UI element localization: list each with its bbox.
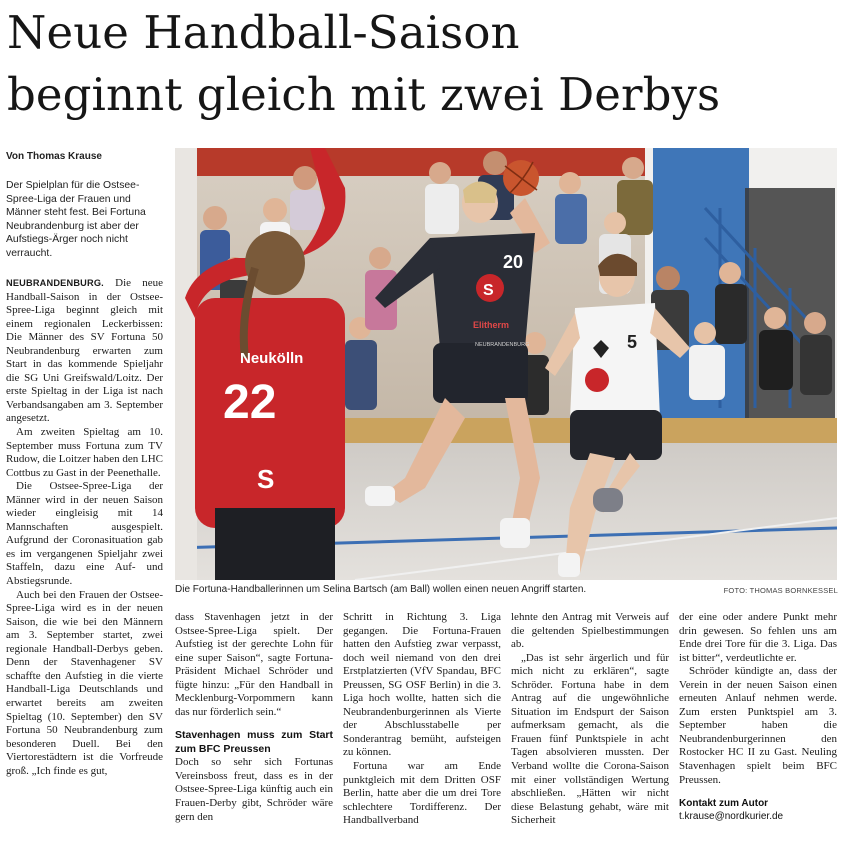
headline [7,2,837,126]
author-contact [679,797,837,823]
headline-line-2: beginnt gleich mit zwei Derbys [7,68,721,121]
photo-caption: Die Fortuna-Handballerinnen um Selina Bartsch (am Ball) wollen einen neuen Angriff starten. [175,584,587,595]
paragraph: lehnte den Antrag mit Verweis auf die geltenden Spielbestimmungen ab. [511,611,669,651]
article-column-4 [511,611,669,853]
article-column-2 [175,611,333,853]
jersey-number-left: 22 [223,376,277,429]
paragraph: Doch so sehr sich Fortunas Vereinsboss freut, dass es in der Ostsee-Spree-Liga künftig auch ein Frauen-Derby gibt, Schröder wäre gern den [175,756,333,823]
dateline: NEUBRANDENBURG. [6,278,104,288]
subheading: Stavenhagen muss zum Start zum BFC Preussen [175,729,333,756]
contact-label: Kontakt zum Autor [679,798,769,810]
jersey-sponsor-left: Neukölln [240,350,304,367]
jersey-number-ball: 20 [503,252,524,272]
jersey-number-right: 5 [627,332,638,352]
paragraph: Am zweiten Spieltag am 10. September muss Fortuna zum TV Rudow, die Loitzer haben den LHC Cottbus zu Gast in der Peenethalle. [6,426,163,479]
handball-photo [175,148,837,580]
paragraph: NEUBRANDENBURG. Die neue Handball-Saison in der Ostsee-Spree-Liga beginnt gleich mit einem regionalen Leckerbissen: Die Männer des SV Fortuna 50 Neubrandenburg erwarten zum Start in das kommende Spieljahr die SG Uni Greifswald/Loitz. Der erste Spieltag in der Liga ist nach Verbandsangaben am 3. September angesetzt. [6,277,163,425]
contact-email[interactable]: t.krause@nordkurier.de [679,811,784,823]
paragraph: Auch bei den Frauen der Ostsee-Spree-Liga wird es in der neuen Saison, die wie bei den Männern am 3. September startet, zwei regionale Handball-Derbys geben. Denn der Stavenhagener SV schaffte den Aufstieg in die vierte Handball-Liga Deutschlands und erwartet bereits am zweiten Spieltag (10. September) den SV Fortuna 50 Neubrandenburg zum besonderen Duell. Bei den Viertorestädtern ist die Vorfreude groß. „Ich finde es gut, [6,588,163,777]
byline: Von Thomas Krause [6,151,102,162]
jersey-team-text: NEUBRANDENBURG [475,342,530,348]
paragraph: Fortuna war am Ende punktgleich mit dem Dritten OSF Berlin, hatte aber die um drei Tore schlechtere Tordifferenz. Der Handballverband [343,760,501,827]
article-photo [175,148,837,580]
paragraph: „Das ist sehr ärgerlich und für mich nicht zu erklären“, sagte Schröder. Fortuna habe in dem Antrag auf die ungewöhnliche Situation im Endspurt der Saison aufmerksam gemacht, als die Frauen fünf Punktspiele in acht Tagen absolvieren mussten. Der Verband wollte die Corona-Saison mit einer vollständigen Wertung abschließen. „Hätten wir nicht diese Belastung gehabt, wäre mit Sicherheit [511,651,669,827]
svg-text:S: S [483,282,494,299]
svg-text:S: S [257,464,275,494]
photo-credit: FOTO: THOMAS BORNKESSEL [723,586,838,595]
article-column-3 [343,611,501,853]
teaser: Der Spielplan für die Ostsee-Spree-Liga der Frauen und Männer steht fest. Bei Fortuna Neubrandenburg ist aber der Aufstiegs-Ärger noch nicht verraucht. [6,180,146,259]
jersey-sponsor-mid: Elitherm [473,320,510,330]
paragraph: dass Stavenhagen jetzt in der Ostsee-Spree-Liga spielt. Der Aufstieg ist der gerechte Lohn für eine super Saison“, sagte Fortuna-Präsident Michael Schröder und fügte hinzu: „Für den Handball in Mecklenburg-Vorpommern kann das nur förderlich sein.“ [175,611,333,718]
paragraph: Schritt in Richtung 3. Liga gegangen. Die Fortuna-Frauen hatten den Aufstieg zwar verpasst, doch weil niemand von den drei Erstplatzierten (VfV Spandau, BFC Preussen, SG OSF Berlin) in die 3. Liga hoch wollte, hatten sich die Neubrandenburgerinnen als Vierte der Abschlusstabelle per Sonderantrag bemüht, aufsteigen zu können. [343,611,501,759]
paragraph: Schröder kündigte an, dass der Verein in der neuen Saison einen erneuten Anlauf nehmen werde. Zum ersten Punktspiel am 3. September haben die Neubrandenburgerinnen den Rostocker HC II zu Gast. Neuling Stavenhagen spielt beim BFC Preussen. [679,665,837,786]
article-column-1 [6,277,163,853]
headline-line-1: Neue Handball-Saison [7,6,520,59]
paragraph: der eine oder andere Punkt mehr drin gewesen. So fehlen uns am Ende drei Tore für die 3. Liga. Das ist bitter“, verdeutlichte er. [679,611,837,664]
article-column-5 [679,611,837,853]
paragraph: Die Ostsee-Spree-Liga der Männer wird in der neuen Saison wieder eingleisig mit 14 Mannschaften ausgespielt. Aufgrund der Coronasituation gab es im vergangenen Spieljahr zwei Staffeln, dazu eine Auf- und Abstiegsrunde. [6,480,163,588]
